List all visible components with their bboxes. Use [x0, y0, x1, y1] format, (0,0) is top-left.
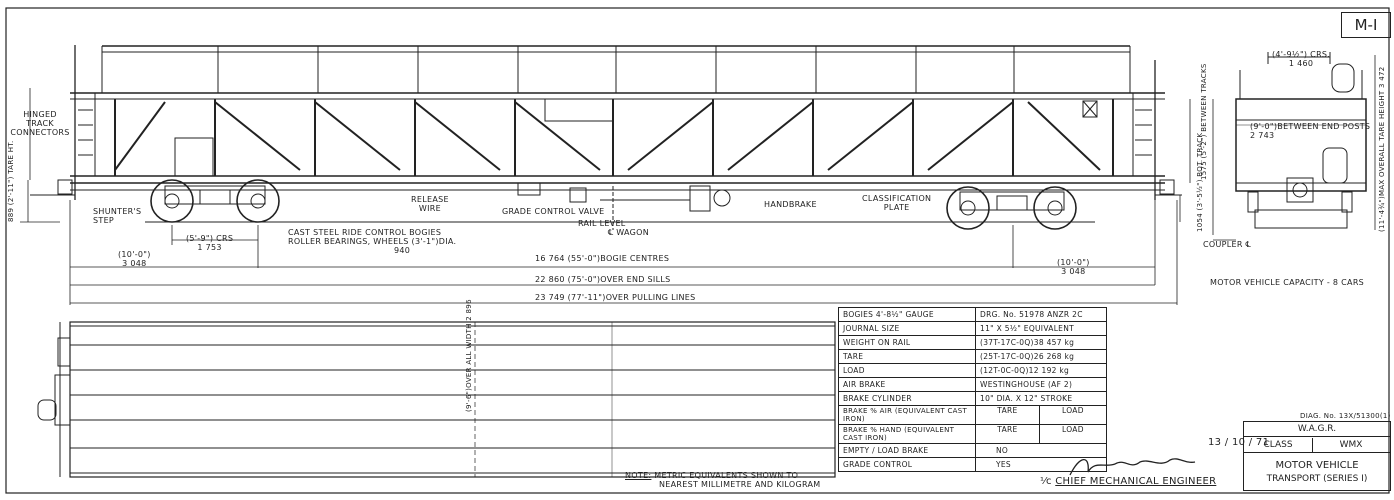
class-value: WMX [1312, 438, 1390, 453]
tare-height-label: 889 (2'-11") TARE HT. [7, 140, 15, 222]
coupler-label: COUPLER ℄ [1203, 240, 1252, 249]
release-wire-label: RELEASE WIRE [411, 195, 449, 213]
spec-row: LOAD (12T-0C-0Q)12 192 kg [839, 364, 1107, 378]
spec-row: BOGIES 4'-8½" GAUGE DRG. No. 51978 ANZR 2C [839, 308, 1107, 322]
spec-row: JOURNAL SIZE 11" X 5½" EQUIVALENT [839, 322, 1107, 336]
handbrake-label: HANDBRAKE [764, 200, 817, 209]
bot-track-dim: 1054 (3'-5½") BOT. TRACK [1196, 132, 1204, 232]
rail-level-label: RAIL LEVEL ℄ WAGON [578, 219, 650, 237]
max-overall-height-dim: (11'-4¾")MAX OVERALL TARE HEIGHT 3 472 [1378, 66, 1386, 232]
sheet-id: M-I [1341, 12, 1391, 38]
spec-table [838, 307, 1107, 472]
spec-row: BRAKE CYLINDER 10" DIA. X 12" STROKE [839, 392, 1107, 406]
spec-row: GRADE CONTROL YES [839, 458, 1107, 472]
spec-row: BRAKE % AIR (EQUIVALENT CAST IRON) TARE LOAD [839, 406, 1107, 425]
description-line1: MOTOR VEHICLE [1275, 460, 1359, 471]
right-bogie [947, 187, 1076, 229]
end-overhang-right-dim: (10'-0") 3 048 [1057, 258, 1090, 276]
bogie-wheelbase-label: (5'-9") CRS 1 753 [186, 234, 234, 252]
vehicle-capacity-label: MOTOR VEHICLE CAPACITY - 8 CARS [1210, 278, 1365, 287]
bogies-note: CAST STEEL RIDE CONTROL BOGIES ROLLER BEARINGS, WHEELS (3'-1")DIA. 940 [288, 228, 457, 255]
plan-view [38, 322, 835, 477]
left-bogie [151, 180, 279, 222]
grade-control-valve-label: GRADE CONTROL VALVE [502, 207, 605, 216]
signature-date: 13 / 10 / 71 [1208, 437, 1270, 448]
hinged-track-label: HINGED TRACK CONNECTORS [10, 110, 70, 137]
side-elevation [20, 45, 1190, 305]
overall-width-dim: (9'-6")OVER ALL WIDTH 2 896 [465, 299, 473, 412]
over-pulling-lines-dim: 23 749 (77'-11")OVER PULLING LINES [535, 293, 696, 302]
bogie-centres-dim: 16 764 (55'-0")BOGIE CENTRES [535, 254, 670, 263]
end-elevation [1213, 52, 1375, 240]
metric-note: NOTE: METRIC EQUIVALENTS SHOWN TO NEAREST MILLIMETRE AND KILOGRAM [625, 471, 821, 489]
diagram-number: DIAG. No. 13X/51300(1) [1300, 412, 1391, 420]
end-overhang-left-dim: (10'-0") 3 048 [118, 250, 151, 268]
owner: W.A.G.R. [1244, 424, 1390, 437]
between-end-posts-dim: (9'-0")BETWEEN END POSTS 2 743 [1250, 122, 1371, 140]
over-end-sills-dim: 22 860 (75'-0")OVER END SILLS [535, 275, 671, 284]
spec-row: BRAKE % HAND (EQUIVALENT CAST IRON) TARE LOAD [839, 425, 1107, 444]
class-label: CLASS [1244, 438, 1313, 453]
description-line2: TRANSPORT (SERIES I) [1266, 474, 1368, 484]
end-crs-dim: (4'-9½") CRS. 1 460 [1272, 50, 1331, 68]
spec-row: WEIGHT ON RAIL (37T-17C-0Q)38 457 kg [839, 336, 1107, 350]
spec-row: AIR BRAKE WESTINGHOUSE (AF 2) [839, 378, 1107, 392]
shunters-step-label: SHUNTER'S STEP [93, 207, 142, 225]
signature-role: ⅟c CHIEF MECHANICAL ENGINEER [1040, 476, 1217, 487]
spec-row: TARE (25T-17C-0Q)26 268 kg [839, 350, 1107, 364]
title-block [1243, 421, 1391, 491]
between-tracks-dim: 1575 (5'-2") BETWEEN TRACKS [1200, 63, 1208, 180]
classification-plate-label: CLASSIFICATION PLATE [862, 194, 932, 212]
spec-row: EMPTY / LOAD BRAKE NO [839, 444, 1107, 458]
